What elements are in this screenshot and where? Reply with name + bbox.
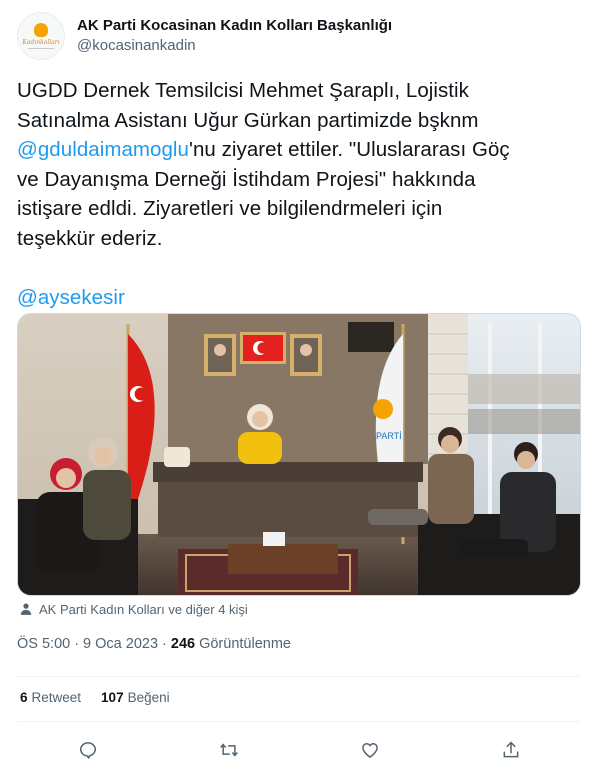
tweet-date[interactable]: 9 Oca 2023 xyxy=(83,636,159,652)
avatar-logo-line xyxy=(28,48,54,49)
mention-link[interactable]: @gduldaimamoglu xyxy=(17,138,189,161)
author-display-name[interactable]: AK Parti Kocasinan Kadın Kolları Başkanlığı xyxy=(77,17,393,34)
retweets-count: 6 xyxy=(20,690,28,705)
likes-stat[interactable] xyxy=(101,690,170,705)
views-count: 246 xyxy=(170,636,196,652)
tweet-line: UGDD Dernek Temsilcisi Mehmet Şaraplı, Lojistik xyxy=(17,79,469,102)
avatar-logo-text: Kadınkolları xyxy=(22,39,60,46)
photo-scene xyxy=(18,314,581,596)
like-button[interactable] xyxy=(353,733,387,767)
retweets-label: Retweet xyxy=(31,690,82,705)
tweet-meta xyxy=(17,636,291,652)
tweet-actions xyxy=(17,733,581,767)
meta-separator: · xyxy=(162,636,167,652)
author-handle[interactable]: @kocasinankadin xyxy=(77,37,196,54)
divider xyxy=(17,721,581,722)
likes-count: 107 xyxy=(101,690,124,705)
share-button[interactable] xyxy=(494,733,528,767)
tweet-line: istişare edldi. Ziyaretleri ve bilgilendrmeleri için xyxy=(17,197,443,220)
ak-party-bulb-icon xyxy=(34,23,48,37)
mention-link[interactable]: @aysekesir xyxy=(17,286,125,309)
heart-icon xyxy=(360,740,380,760)
meta-separator: · xyxy=(74,636,80,652)
tagged-text: AK Parti Kadın Kolları ve diğer 4 kişi xyxy=(39,601,248,617)
tweet-line: teşekkür ederiz. xyxy=(17,226,163,250)
tweet-line: Satınalma Asistanı Uğur Gürkan partimizde bşknm xyxy=(17,108,479,132)
paragraph-gap xyxy=(17,253,579,283)
avatar[interactable] xyxy=(17,12,65,60)
retweets-stat[interactable] xyxy=(20,690,81,705)
tweet-line xyxy=(17,135,579,165)
retweet-button[interactable] xyxy=(212,733,246,767)
tweet-text xyxy=(17,76,579,313)
tweet-time[interactable]: ÖS 5:00 xyxy=(17,636,71,652)
share-icon xyxy=(501,740,521,760)
flag-party-text: PARTİ xyxy=(376,431,402,441)
tweet-stats xyxy=(20,690,190,705)
tweet-line-rest: 'nu ziyaret ettiler. "Uluslararası Göç xyxy=(189,138,510,161)
tweet-header xyxy=(17,12,577,60)
reply-button[interactable] xyxy=(71,733,105,767)
divider xyxy=(17,676,581,677)
person-icon xyxy=(19,602,33,616)
retweet-icon xyxy=(219,740,239,760)
tagged-people[interactable] xyxy=(19,600,248,618)
views-label: Görüntülenme xyxy=(199,636,291,652)
reply-icon xyxy=(78,740,98,760)
tweet-line: ve Dayanışma Derneği İstihdam Projesi" hakkında xyxy=(17,167,476,191)
likes-label: Beğeni xyxy=(127,690,170,705)
tweet-photo[interactable] xyxy=(17,313,581,596)
author-names xyxy=(77,16,392,56)
tweet-line xyxy=(17,283,579,313)
